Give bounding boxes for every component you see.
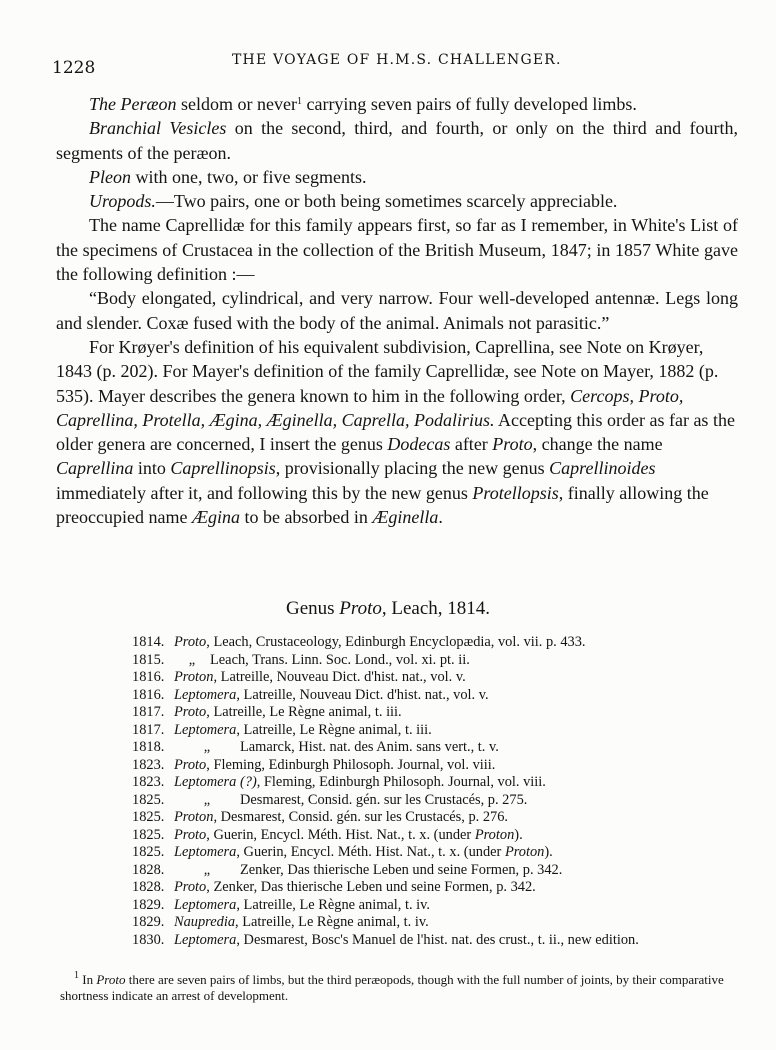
text: Accepting this order as far as the older genera are concerned, I insert the genus	[56, 409, 735, 455]
running-head: THE VOYAGE OF H.M.S. CHALLENGER.	[232, 52, 562, 68]
entry-name: Leptomera (?)	[174, 774, 257, 790]
footnote-marker: 1	[296, 96, 302, 107]
synonymy-entry	[132, 687, 639, 705]
page-header	[52, 48, 736, 78]
text: , change the name	[532, 434, 663, 455]
synonymy-entry	[132, 669, 639, 687]
genus-name: Proto	[96, 972, 126, 987]
entry-name: Naupredia	[174, 914, 236, 930]
paragraph-peraeon	[56, 92, 738, 116]
genus-name: Ægina	[191, 507, 240, 528]
entry-citation: , Guerin, Encycl. Méth. Hist. Nat., t. x. (under	[206, 826, 475, 843]
synonymy-entry	[132, 792, 639, 810]
genus-name: Æginella	[372, 507, 439, 528]
entry-year: 1828.	[132, 861, 165, 878]
genus-name: Caprellinoides	[549, 458, 656, 479]
entry-name: Leptomera	[174, 844, 237, 860]
entry-citation: , Latreille, Le Règne animal, t. iv.	[235, 914, 429, 930]
text: seldom or never	[176, 94, 297, 114]
synonymy-entry	[132, 634, 639, 652]
paragraph-genera-order	[56, 335, 738, 529]
entry-tail: ).	[514, 826, 523, 843]
entry-citation: Desmarest, Consid. gén. sur les Crustacés, p. 275.	[240, 791, 528, 808]
entry-name: Proto	[174, 826, 207, 843]
text: —Two pairs, one or both being sometimes scarcely appreciable.	[155, 191, 618, 212]
entry-year: 1828.	[132, 879, 165, 895]
term: The Peræon	[89, 94, 177, 114]
synonymy-entry	[132, 704, 639, 722]
genera-list: Cercops, Proto, Caprellina, Protella, Ægina, Æginella, Caprella, Podalirius.	[56, 385, 684, 430]
entry-citation: , Zenker, Das thierische Leben und seine Formen, p. 342.	[206, 879, 536, 895]
heading-prefix: Genus	[285, 598, 340, 619]
text: carrying seven pairs of fully developed limbs.	[301, 94, 637, 114]
synonymy-entry	[132, 844, 639, 862]
genus-name: Dodecas	[387, 434, 451, 455]
body-text	[56, 92, 738, 529]
entry-citation: , Fleming, Edinburgh Philosoph. Journal, vol. viii.	[206, 756, 496, 773]
entry-citation: , Leach, Crustaceology, Edinburgh Encyclopædia, vol. vii. p. 433.	[206, 634, 586, 650]
text: with one, two, or five segments.	[131, 166, 367, 187]
synonymy-entry	[132, 827, 639, 845]
entry-year: 1830.	[132, 931, 165, 948]
entry-year: 1816.	[132, 669, 165, 685]
term: Uropods.	[89, 191, 156, 212]
synonymy-entry	[132, 914, 639, 932]
footnote	[60, 972, 740, 1004]
genus-name: Protellopsis	[472, 482, 559, 503]
entry-year: 1825.	[132, 826, 165, 843]
entry-citation: , Desmarest, Bosc's Manuel de l'hist. nat. des crust., t. ii., new edition.	[236, 931, 639, 948]
entry-year: 1816.	[132, 686, 165, 703]
entry-citation: Leach, Trans. Linn. Soc. Lond., vol. xi. pt. ii.	[210, 651, 470, 668]
synonymy-entry	[132, 757, 639, 775]
entry-citation: , Fleming, Edinburgh Philosoph. Journal, vol. viii.	[256, 774, 546, 790]
footnote-marker: 1	[74, 970, 79, 981]
text: there are seven pairs of limbs, but the third peræopods, though with the full number of joints, by their comparative shortness indicate an arrest of development.	[60, 972, 724, 1003]
entry-year: 1814.	[132, 634, 165, 650]
synonymy-entry	[132, 932, 639, 950]
genus-name: Caprellinopsis	[170, 458, 276, 479]
synonymy-entry	[132, 879, 639, 897]
entry-year: 1825.	[132, 791, 165, 808]
text: into	[133, 458, 171, 479]
entry-citation: , Latreille, Le Règne animal, t. iv.	[236, 896, 431, 913]
entry-year: 1817.	[132, 704, 165, 720]
text: on the second, third, and fourth, or only on the third and fourth, segments of the peræon.	[56, 118, 738, 163]
text: , finally allowing the preoccupied name	[56, 482, 709, 528]
text: after	[450, 434, 493, 455]
entry-citation: Zenker, Das thierische Leben und seine Formen, p. 342.	[240, 861, 563, 878]
entry-year: 1829.	[132, 914, 165, 930]
entry-name: Proto	[174, 756, 207, 773]
term: Pleon	[89, 166, 131, 187]
page-number: 1228	[52, 58, 96, 78]
paragraph-pleon	[56, 165, 738, 189]
entry-year: 1818.	[132, 739, 165, 755]
text: to be absorbed in	[239, 507, 373, 528]
entry-name: Proto	[174, 634, 207, 650]
entry-citation: , Desmarest, Consid. gén. sur les Crustacés, p. 276.	[213, 809, 509, 825]
entry-citation: , Guerin, Encycl. Méth. Hist. Nat., t. x. (under	[236, 844, 505, 860]
genus-name: Caprellina	[56, 458, 134, 479]
synonymy-entry	[132, 774, 639, 792]
entry-year: 1825.	[132, 809, 165, 825]
entry-name: Proton	[174, 809, 214, 825]
synonymy-entry	[132, 862, 639, 880]
entry-citation: Lamarck, Hist. nat. des Anim. sans vert., t. v.	[240, 739, 499, 755]
synonymy-entry	[132, 897, 639, 915]
paragraph-caprellidae-name: The name Caprellidæ for this family appears first, so far as I remember, in White's List of the specimens of Crustacea in the collection of the British Museum, 1847; in 1857 White gave the following definition :—	[56, 215, 738, 285]
text: In	[79, 972, 97, 987]
synonymy-entry	[132, 809, 639, 827]
genus-name: Proto	[492, 434, 533, 455]
entry-name: Proto	[174, 704, 207, 720]
entry-citation: , Latreille, Nouveau Dict. d'hist. nat., vol. v.	[213, 669, 466, 685]
entry-year: 1817.	[132, 721, 165, 738]
ditto-mark: „	[203, 739, 211, 755]
entry-citation: , Latreille, Nouveau Dict. d'hist. nat., vol. v.	[236, 686, 489, 703]
ditto-mark: „	[188, 651, 196, 668]
entry-year: 1825.	[132, 844, 165, 860]
entry-citation: , Latreille, Le Règne animal, t. iii.	[236, 721, 432, 738]
paragraph-uropods	[56, 189, 738, 213]
text: , provisionally placing the new genus	[275, 458, 550, 479]
entry-genus-ref: Proton	[504, 844, 545, 860]
entry-tail: ).	[544, 844, 553, 860]
text: .	[438, 507, 443, 528]
entry-name: Leptomera	[174, 686, 237, 703]
heading-suffix: , Leach, 1814.	[381, 598, 491, 619]
entry-year: 1829.	[132, 896, 165, 913]
text: immediately after it, and following this by the new genus	[56, 482, 473, 503]
entry-year: 1815.	[132, 651, 165, 668]
term: Branchial Vesicles	[89, 118, 227, 139]
ditto-mark: „	[203, 861, 211, 878]
text: For Krøyer's definition of his equivalent subdivision, Caprellina, see Note on Krøyer, 1843 (p. 202). For Mayer's definition of the family Caprellidæ, see Note on Mayer, 1882 (p. 535). Mayer describes the genera known to him in the following order,	[56, 336, 719, 406]
entry-name: Proton	[174, 669, 214, 685]
ditto-mark: „	[203, 791, 211, 808]
entry-name: Leptomera	[174, 721, 237, 738]
entry-year: 1823.	[132, 756, 165, 773]
entry-genus-ref: Proton	[474, 826, 515, 843]
entry-name: Leptomera	[174, 931, 237, 948]
entry-name: Leptomera	[174, 896, 237, 913]
entry-year: 1823.	[132, 774, 165, 790]
synonymy-list	[132, 634, 639, 949]
synonymy-entry	[132, 739, 639, 757]
synonymy-entry	[132, 652, 639, 670]
synonymy-entry	[132, 722, 639, 740]
entry-name: Proto	[174, 879, 207, 895]
entry-citation: , Latreille, Le Règne animal, t. iii.	[206, 704, 402, 720]
heading-genus-name: Proto	[339, 598, 382, 619]
genus-heading	[0, 598, 776, 620]
paragraph-branchial-vesicles	[56, 116, 738, 165]
paragraph-white-definition: “Body elongated, cylindrical, and very narrow. Four well-developed antennæ. Legs long and slender. Coxæ fused with the body of the animal. Animals not parasitic.”	[56, 288, 738, 333]
